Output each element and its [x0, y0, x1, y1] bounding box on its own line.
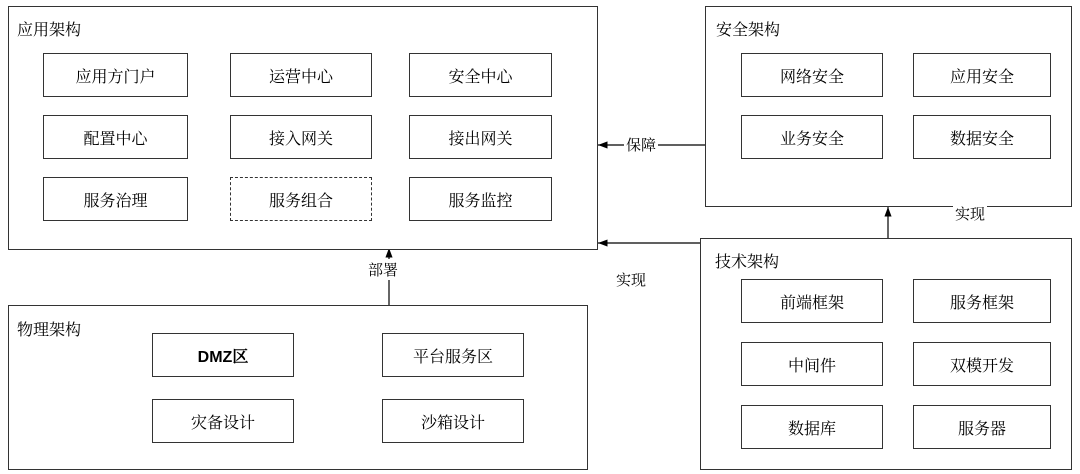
cell-dmz-zone[interactable]: DMZ区: [152, 333, 294, 377]
cell-operations-center[interactable]: 运营中心: [230, 53, 372, 97]
panel-application: [8, 6, 598, 250]
panel-physical: [8, 305, 588, 470]
cell-dual-mode-development[interactable]: 双模开发: [913, 342, 1051, 386]
cell-egress-gateway[interactable]: 接出网关: [409, 115, 552, 159]
cell-platform-service-zone[interactable]: 平台服务区: [382, 333, 524, 377]
cell-service-monitoring[interactable]: 服务监控: [409, 177, 552, 221]
panel-technology-title: 技术架构: [715, 254, 780, 271]
edge-label-technology-to-security: 实现: [953, 203, 987, 224]
edge-label-technology-to-application: 实现: [614, 269, 648, 290]
cell-security-center[interactable]: 安全中心: [409, 53, 552, 97]
cell-network-security[interactable]: 网络安全: [741, 53, 883, 97]
panel-security-title: 安全架构: [716, 22, 781, 39]
cell-sandbox-design[interactable]: 沙箱设计: [382, 399, 524, 443]
cell-ingress-gateway[interactable]: 接入网关: [230, 115, 372, 159]
cell-server[interactable]: 服务器: [913, 405, 1051, 449]
cell-application-security[interactable]: 应用安全: [913, 53, 1051, 97]
cell-disaster-recovery-design[interactable]: 灾备设计: [152, 399, 294, 443]
panel-security: [705, 6, 1072, 207]
cell-business-security[interactable]: 业务安全: [741, 115, 883, 159]
cell-data-security[interactable]: 数据安全: [913, 115, 1051, 159]
panel-technology: [700, 238, 1072, 470]
cell-service-composition[interactable]: 服务组合: [230, 177, 372, 221]
cell-middleware[interactable]: 中间件: [741, 342, 883, 386]
cell-service-governance[interactable]: 服务治理: [43, 177, 188, 221]
panel-physical-title: 物理架构: [17, 322, 82, 339]
cell-config-center[interactable]: 配置中心: [43, 115, 188, 159]
cell-app-portal[interactable]: 应用方门户: [43, 53, 188, 97]
panel-application-title: 应用架构: [17, 22, 82, 39]
cell-database[interactable]: 数据库: [741, 405, 883, 449]
edge-label-security-to-application: 保障: [624, 134, 658, 155]
cell-frontend-framework[interactable]: 前端框架: [741, 279, 883, 323]
edge-label-physical-to-application: 部署: [366, 259, 400, 280]
cell-service-framework[interactable]: 服务框架: [913, 279, 1051, 323]
